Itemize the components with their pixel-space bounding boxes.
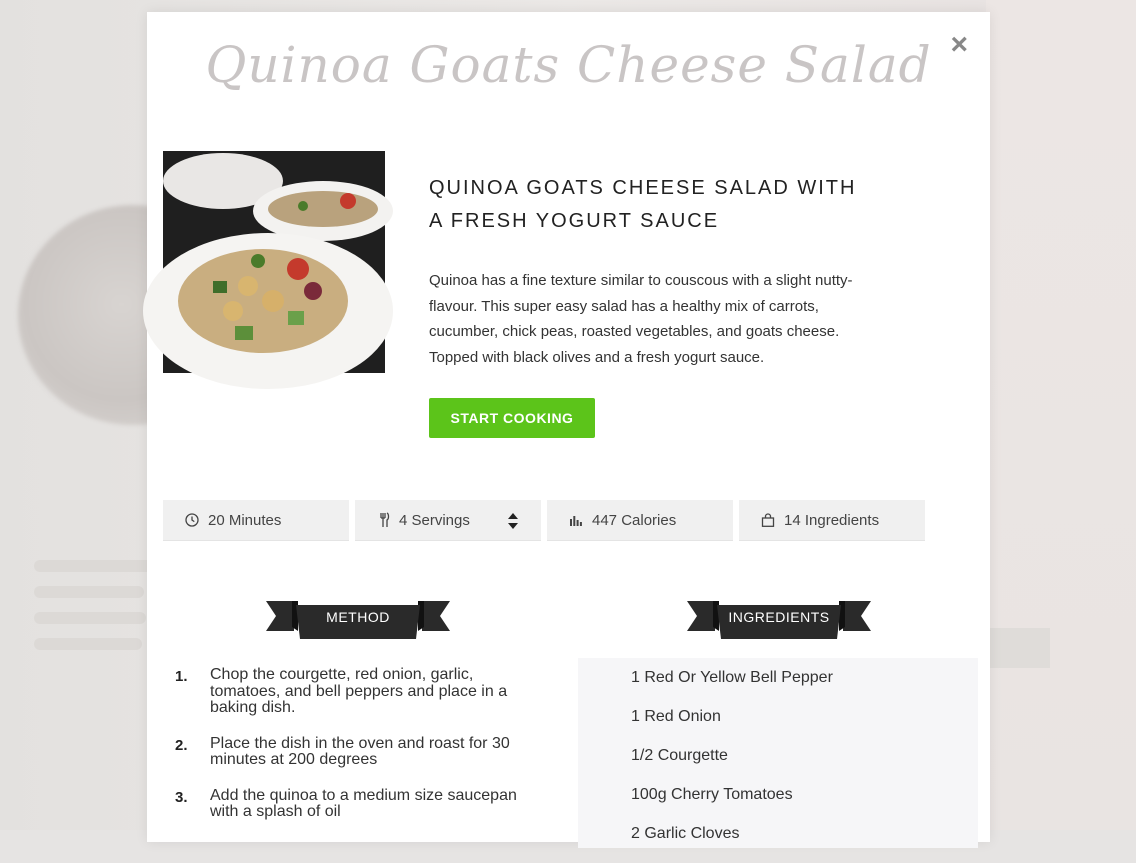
recipe-heading: QUINOA GOATS CHEESE SALAD WITH A FRESH YOGURT SAUCE bbox=[429, 177, 857, 232]
start-cooking-button[interactable]: START COOKING bbox=[429, 398, 595, 438]
background-text-line bbox=[34, 638, 142, 650]
ingredient-item: 1/2 Courgette bbox=[631, 747, 728, 764]
stat-servings bbox=[355, 500, 541, 541]
step-number: 3. bbox=[175, 788, 188, 806]
ingredients-list bbox=[578, 658, 978, 863]
stat-servings-label: 4 Servings bbox=[399, 511, 470, 529]
method-step bbox=[175, 667, 535, 717]
fork-knife-icon bbox=[377, 513, 391, 527]
stat-time bbox=[163, 500, 349, 541]
background-text-line bbox=[34, 560, 154, 572]
close-icon[interactable]: × bbox=[950, 28, 968, 61]
stat-ingredients bbox=[739, 500, 925, 541]
clock-icon bbox=[185, 513, 199, 527]
stat-calories bbox=[547, 500, 733, 541]
ingredients-ribbon bbox=[687, 597, 871, 639]
background-right-panel bbox=[986, 0, 1136, 830]
method-step bbox=[175, 736, 535, 769]
stat-ingredients-label: 14 Ingredients bbox=[784, 511, 880, 529]
background-text-line bbox=[34, 612, 146, 624]
ingredient-item: 1 Red Onion bbox=[631, 708, 721, 725]
background-text-line bbox=[34, 586, 144, 598]
servings-stepper[interactable] bbox=[507, 511, 519, 531]
step-number: 1. bbox=[175, 668, 188, 685]
step-text: Add the quinoa to a medium size saucepan with a splash of oil bbox=[210, 786, 517, 820]
bar-chart-icon bbox=[569, 513, 583, 527]
stat-calories-label: 447 Calories bbox=[592, 511, 677, 529]
ingredient-item: 1 Red Or Yellow Bell Pepper bbox=[631, 669, 833, 686]
ingredients-heading: INGREDIENTS bbox=[728, 609, 830, 625]
method-ribbon bbox=[266, 597, 450, 639]
salad-image-icon bbox=[163, 151, 385, 373]
ingredients-panel bbox=[578, 658, 978, 848]
modal-title: Quinoa Goats Cheese Salad bbox=[205, 36, 932, 94]
background-button bbox=[990, 628, 1050, 668]
recipe-stats-bar bbox=[163, 500, 925, 541]
method-steps-list bbox=[175, 667, 535, 840]
recipe-description: Quinoa has a fine texture similar to couscous with a slight nutty-flavour. This super easy salad has a healthy mix of carrots, cucumber, chick peas, roasted vegetables, and goats cheese. Topped with black olives and a fresh yogurt sauce. bbox=[429, 272, 853, 366]
shopping-bag-icon bbox=[761, 513, 775, 527]
ingredient-item: 2 Garlic Cloves bbox=[631, 825, 740, 842]
step-text: Chop the courgette, red onion, garlic, tomatoes, and bell peppers and place in a baking dish. bbox=[210, 666, 508, 716]
recipe-photo bbox=[163, 151, 385, 373]
ingredient-item: 100g Cherry Tomatoes bbox=[631, 786, 793, 803]
recipe-modal bbox=[147, 12, 990, 842]
stat-time-label: 20 Minutes bbox=[208, 511, 282, 529]
step-number: 2. bbox=[175, 736, 188, 754]
step-text: Place the dish in the oven and roast for 30 minutes at 200 degrees bbox=[210, 734, 510, 768]
method-heading: METHOD bbox=[326, 609, 390, 625]
method-step bbox=[175, 788, 535, 821]
